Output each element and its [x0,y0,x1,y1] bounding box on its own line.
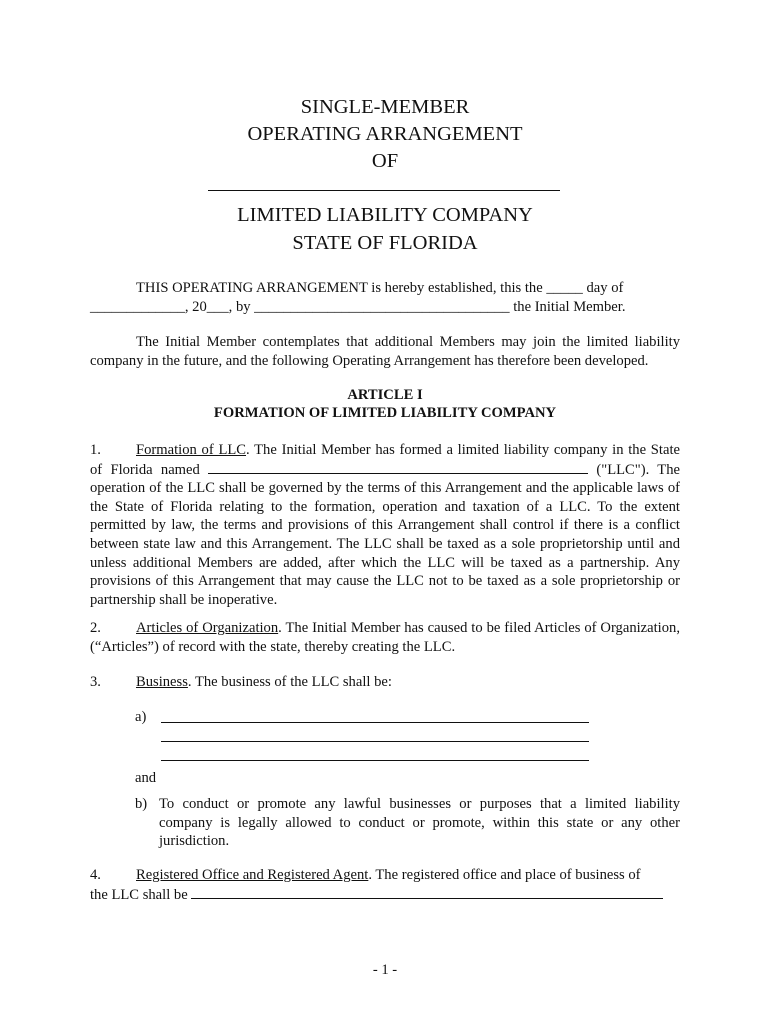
title-line-3: OF [371,150,399,172]
and-connector: and [135,770,157,786]
section-3-body: . The business of the LLC shall be: [187,674,392,690]
llc-name-blank [208,460,588,474]
section-3-number: 3. [90,674,101,690]
section-3-heading: Business [136,674,188,690]
intro-line-1: THIS OPERATING ARRANGEMENT is hereby established, this the _____ day of [136,280,624,296]
section-4 [90,866,680,885]
section-4-body: . The registered office and place of business of [368,867,641,883]
title-line-2: OPERATING ARRANGEMENT [247,123,523,145]
title-line-4: LIMITED LIABILITY COMPANY [237,204,533,226]
business-blank-line-3 [161,760,589,761]
section-2-number: 2. [90,620,101,636]
section-1-body: The operation of the LLC shall be governed by the terms of this Arrangement and the applicable laws of the State of Florida relating to the formation, operation and taxation of a LLC. To the extent permitted by law, the terms and provisions of this Arrangement shall control if there is a conflict between state law and this Arrangement. The LLC shall be taxed as a sole proprietorship until and unless additional Members are added, after which the LLC will be taxed as a partnership. Any provisions of this Arrangement that may cause the LLC not to be taxed as a sole proprietorship or partnership shall be inoperative. [90,461,680,608]
business-blank-line-2 [161,741,589,742]
section-4-heading: Registered Office and Registered Agent [136,867,369,883]
business-blank-line-1 [161,722,589,723]
item-b [135,795,680,851]
section-1-llc-suffix: ("LLC"). [596,461,650,478]
section-1-heading: Formation of LLC [136,442,247,458]
section-1 [90,441,680,609]
title-line-1: SINGLE-MEMBER [300,96,470,118]
item-b-label: b) [135,796,148,812]
article-heading: FORMATION OF LIMITED LIABILITY COMPANY [213,405,557,421]
intro-paragraph-2: The Initial Member contemplates that additional Members may join the limited liability company in the future, and the following Operating Arrangement has therefore been developed. [90,334,680,369]
item-b-text: To conduct or promote any lawful businesses or purposes that a limited liability company is legally allowed to conduct or promote, within this state or any other jurisdiction. [159,796,680,850]
registered-office-blank [191,885,663,899]
intro-line-2: _____________, 20___, by ___________________________________ the Initial Member. [90,299,626,315]
company-name-blank [208,190,560,191]
section-2 [90,619,680,656]
section-4-line-2-text: the LLC shall be [90,887,188,903]
section-2-heading: Articles of Organization [136,620,279,636]
page-number: - 1 - [372,962,398,978]
section-2-body: . The Initial Member has caused to be filed Articles of Organization, (“Articles”) of record with the state, thereby creating the LLC. [90,620,680,655]
section-1-number: 1. [90,442,101,458]
section-1-lead: . The Initial Member has formed a limited liability company in the State of Florida named [90,442,680,478]
section-4-number: 4. [90,867,101,883]
title-line-5: STATE OF FLORIDA [292,232,478,254]
section-3 [90,673,680,692]
item-a-label: a) [135,709,147,725]
section-4-line-2 [90,885,680,905]
article-number: ARTICLE I [347,387,423,403]
